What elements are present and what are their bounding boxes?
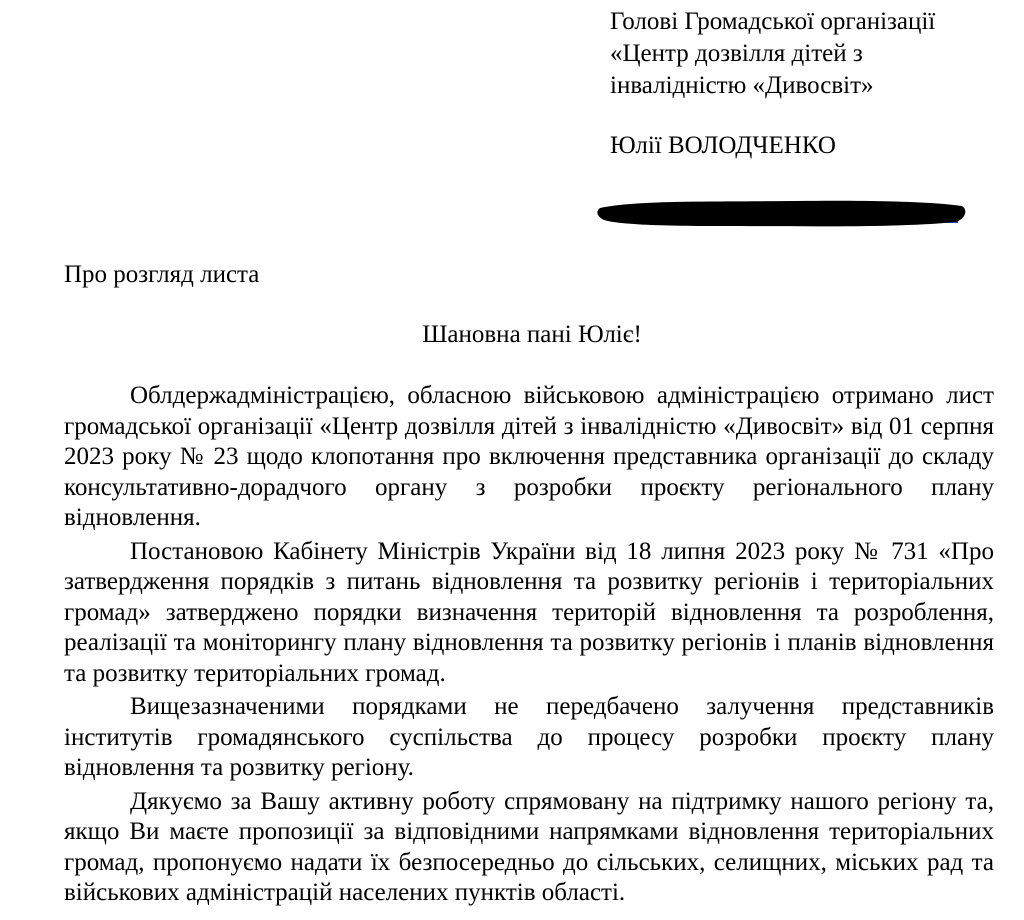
addressee-line-2: «Центр дозвілля дітей з	[610, 40, 863, 67]
redacted-email	[596, 196, 968, 230]
addressee-line-1: Голові Громадської організації	[610, 8, 936, 35]
body-paragraph-1: Облдержадміністрацією, обласною військовою адміністрацією отримано лист громадської організації «Центр дозвілля дітей з інвалідністю «Дивосвіт» від 01 серпня 2023 року № 23 щодо клопотання про включення представника організації до складу консультативно-дорадчого органу з розробки проєкту регіонального плану відновлення.	[64, 382, 994, 531]
body-paragraph-4: Дякуємо за Вашу активну роботу спрямовану на підтримку нашого регіону та, якщо Ви маєте пропозиції за відповідними напрямками відновлення територіальних громад, пропонуємо надати їх безпосередньо до сільських, селищних, міських рад та військових адміністрацій населених пунктів області.	[64, 787, 994, 906]
letter-body	[64, 381, 994, 909]
addressee-name: Юлії ВОЛОДЧЕНКО	[610, 132, 836, 159]
addressee-block	[610, 6, 1010, 162]
letter-salutation: Шановна пані Юліє!	[422, 321, 642, 348]
redaction-mark	[597, 201, 965, 227]
letter-subject: Про розгляд листа	[64, 261, 260, 288]
body-paragraph-3: Вищезазначеними порядками не передбачено залучення представників інститутів громадянського суспільства до процесу розробки проєкту плану відновлення та розвитку регіону.	[64, 693, 994, 781]
addressee-line-3: інвалідністю «Дивосвіт»	[610, 72, 874, 99]
body-paragraph-2: Постановою Кабінету Міністрів України від 18 липня 2023 року № 731 «Про затвердження порядків з питань відновлення та розвитку регіонів і територіальних громад» затверджено порядки визначення територій відновлення та розроблення, реалізації та моніторингу плану відновлення та розвитку регіонів і планів відновлення та розвитку територіальних громад.	[64, 537, 994, 687]
